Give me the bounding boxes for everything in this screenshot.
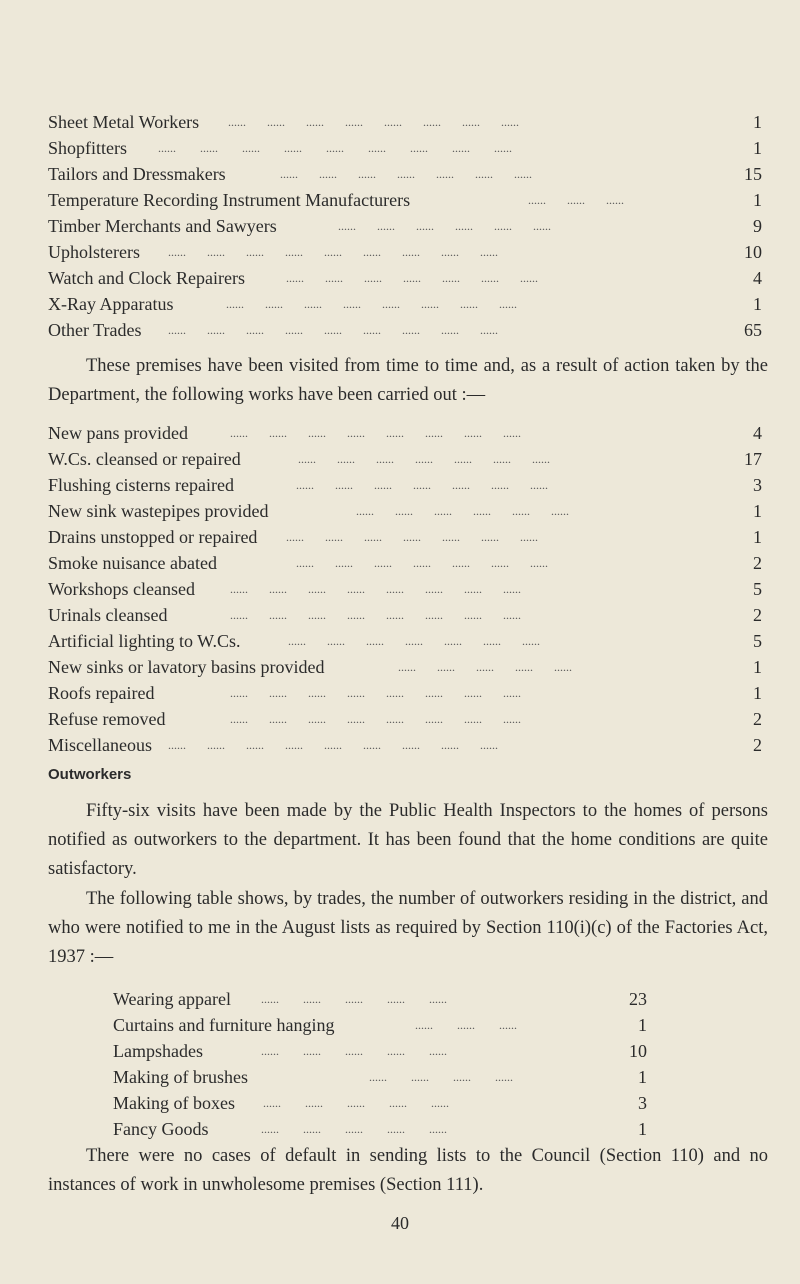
item-label: New sink wastepipes provided bbox=[48, 501, 269, 521]
item-label: Refuse removed bbox=[48, 709, 166, 729]
leader-dots: ...... ...... ...... ...... ...... ...... ...... ...... bbox=[230, 608, 521, 622]
item-value: 15 bbox=[744, 164, 762, 184]
section-heading: Outworkers bbox=[48, 766, 132, 783]
item-label: Temperature Recording Instrument Manufacturers bbox=[48, 190, 411, 210]
leader-dots: ...... ...... ...... ...... ...... ...... ...... bbox=[288, 634, 540, 648]
list-item bbox=[48, 291, 768, 317]
item-value: 2 bbox=[753, 553, 762, 573]
list-item bbox=[48, 550, 768, 576]
item-label: Wearing apparel bbox=[113, 989, 231, 1009]
table-row bbox=[113, 986, 673, 1012]
list-item bbox=[48, 446, 768, 472]
leader-dots: ...... ...... ...... ...... ...... ...... ...... ...... ...... bbox=[158, 141, 512, 155]
leader-dots: ...... ...... ...... ...... ...... bbox=[261, 1044, 447, 1058]
item-label: Tailors and Dressmakers bbox=[48, 164, 226, 184]
outworkers-paragraph-2: The following table shows, by trades, the number of outworkers residing in the district, and who were notified to me in the August lists as required by Section 110(i)(c) of the Factories Act, 1937 :— bbox=[48, 889, 768, 967]
item-value: 1 bbox=[753, 657, 762, 677]
item-value: 65 bbox=[744, 320, 762, 340]
list-item bbox=[48, 161, 768, 187]
item-value: 17 bbox=[744, 449, 762, 469]
leader-dots: ...... ...... ...... ...... ...... ...... ...... ...... bbox=[230, 582, 521, 596]
list-item bbox=[48, 524, 768, 550]
item-value: 1 bbox=[753, 190, 762, 210]
item-value: 1 bbox=[753, 138, 762, 158]
leader-dots: ...... ...... ...... ...... ...... ...... ...... bbox=[296, 478, 548, 492]
item-value: 2 bbox=[753, 735, 762, 755]
leader-dots: ...... ...... ...... ...... ...... ...... ...... ...... bbox=[230, 426, 521, 440]
item-label: Smoke nuisance abated bbox=[48, 553, 217, 573]
item-label: Drains unstopped or repaired bbox=[48, 527, 258, 547]
item-value: 23 bbox=[629, 989, 647, 1009]
leader-dots: ...... ...... ...... ...... ...... ...... ...... bbox=[280, 167, 532, 181]
item-label: Upholsterers bbox=[48, 242, 140, 262]
list-item bbox=[48, 135, 768, 161]
item-value: 1 bbox=[753, 294, 762, 314]
list-item bbox=[48, 576, 768, 602]
leader-dots: ...... ...... ...... bbox=[415, 1018, 517, 1032]
item-value: 10 bbox=[744, 242, 762, 262]
leader-dots: ...... ...... ...... ...... bbox=[369, 1070, 513, 1084]
outworkers-paragraph-1: Fifty-six visits have been made by the Public Health Inspectors to the homes of persons notified as outworkers to the department. It has been found that the home conditions are quite satisfactory. bbox=[48, 801, 768, 879]
list-item bbox=[48, 239, 768, 265]
item-value: 1 bbox=[638, 1119, 647, 1139]
leader-dots: ...... ...... ...... ...... ...... ...... ...... bbox=[298, 452, 550, 466]
item-value: 4 bbox=[753, 423, 762, 443]
item-label: Shopfitters bbox=[48, 138, 127, 158]
works-intro-paragraph: These premises have been visited from time to time and, as a result of action taken by the Department, the following works have been carried out :— bbox=[48, 356, 768, 405]
leader-dots: ...... ...... ...... ...... ...... ...... ...... ...... bbox=[226, 297, 517, 311]
item-label: Making of brushes bbox=[113, 1067, 248, 1087]
item-value: 2 bbox=[753, 709, 762, 729]
leader-dots: ...... ...... ...... ...... ...... ...... bbox=[338, 219, 551, 233]
list-item bbox=[48, 109, 768, 135]
page-number: 40 bbox=[391, 1213, 409, 1233]
table-row bbox=[113, 1038, 673, 1064]
leader-dots: ...... ...... ...... ...... ...... bbox=[398, 660, 572, 674]
item-label: Workshops cleansed bbox=[48, 579, 196, 599]
item-value: 4 bbox=[753, 268, 762, 288]
item-label: Urinals cleansed bbox=[48, 605, 168, 625]
leader-dots: ...... ...... ...... ...... ...... ...... ...... bbox=[286, 271, 538, 285]
leader-dots: ...... ...... ...... ...... ...... bbox=[263, 1096, 449, 1110]
item-label: W.Cs. cleansed or repaired bbox=[48, 449, 241, 469]
item-label: Timber Merchants and Sawyers bbox=[48, 216, 277, 236]
item-label: Roofs repaired bbox=[48, 683, 155, 703]
item-label: New sinks or lavatory basins provided bbox=[48, 657, 325, 677]
leader-dots: ...... ...... ...... ...... ...... ...... ...... ...... bbox=[230, 712, 521, 726]
table-row bbox=[113, 1116, 673, 1142]
list-item bbox=[48, 187, 768, 213]
item-value: 5 bbox=[753, 579, 762, 599]
item-value: 3 bbox=[638, 1093, 647, 1113]
table-row bbox=[113, 1064, 673, 1090]
list-item bbox=[48, 498, 768, 524]
list-item bbox=[48, 602, 768, 628]
item-label: Watch and Clock Repairers bbox=[48, 268, 245, 288]
item-value: 1 bbox=[638, 1015, 647, 1035]
leader-dots: ...... ...... ...... ...... ...... bbox=[261, 1122, 447, 1136]
list-item bbox=[48, 213, 768, 239]
outworkers-paragraph-3: There were no cases of default in sending lists to the Council (Section 110) and no instances of work in unwholesome premises (Section 111). bbox=[48, 1146, 768, 1195]
item-value: 3 bbox=[753, 475, 762, 495]
leader-dots: ...... ...... ...... ...... ...... bbox=[261, 992, 447, 1006]
leader-dots: ...... ...... ...... ...... ...... ...... bbox=[356, 504, 569, 518]
item-label: Making of boxes bbox=[113, 1093, 235, 1113]
item-value: 1 bbox=[753, 683, 762, 703]
item-value: 1 bbox=[753, 112, 762, 132]
list-item bbox=[48, 317, 768, 343]
table-row bbox=[113, 1090, 673, 1116]
leader-dots: ...... ...... ...... ...... ...... ...... ...... ...... ...... bbox=[168, 738, 498, 752]
leader-dots: ...... ...... ...... ...... ...... ...... ...... bbox=[296, 556, 548, 570]
item-value: 10 bbox=[629, 1041, 647, 1061]
item-label: X-Ray Apparatus bbox=[48, 294, 174, 314]
leader-dots: ...... ...... ...... ...... ...... ...... ...... ...... ...... bbox=[168, 323, 498, 337]
list-item bbox=[48, 654, 768, 680]
leader-dots: ...... ...... ...... ...... ...... ...... ...... ...... ...... bbox=[168, 245, 498, 259]
item-value: 5 bbox=[753, 631, 762, 651]
leader-dots: ...... ...... ...... ...... ...... ...... ...... bbox=[286, 530, 538, 544]
item-label: Fancy Goods bbox=[113, 1119, 209, 1139]
list-item bbox=[48, 680, 768, 706]
list-item bbox=[48, 265, 768, 291]
item-value: 2 bbox=[753, 605, 762, 625]
list-item bbox=[48, 420, 768, 446]
item-label: Other Trades bbox=[48, 320, 142, 340]
leader-dots: ...... ...... ...... ...... ...... ...... ...... ...... bbox=[230, 686, 521, 700]
item-value: 9 bbox=[753, 216, 762, 236]
list-item bbox=[48, 628, 768, 654]
item-label: Flushing cisterns repaired bbox=[48, 475, 234, 495]
item-label: New pans provided bbox=[48, 423, 188, 443]
leader-dots: ...... ...... ...... bbox=[528, 193, 624, 207]
item-value: 1 bbox=[638, 1067, 647, 1087]
list-item bbox=[48, 472, 768, 498]
leader-dots: ...... ...... ...... ...... ...... ...... ...... ...... bbox=[228, 115, 519, 129]
item-label: Curtains and furniture hanging bbox=[113, 1015, 335, 1035]
list-item bbox=[48, 706, 768, 732]
item-label: Miscellaneous bbox=[48, 735, 152, 755]
table-row bbox=[113, 1012, 673, 1038]
item-label: Artificial lighting to W.Cs. bbox=[48, 631, 241, 651]
item-value: 1 bbox=[753, 501, 762, 521]
item-label: Lampshades bbox=[113, 1041, 203, 1061]
list-item bbox=[48, 732, 768, 758]
item-value: 1 bbox=[753, 527, 762, 547]
item-label: Sheet Metal Workers bbox=[48, 112, 200, 132]
